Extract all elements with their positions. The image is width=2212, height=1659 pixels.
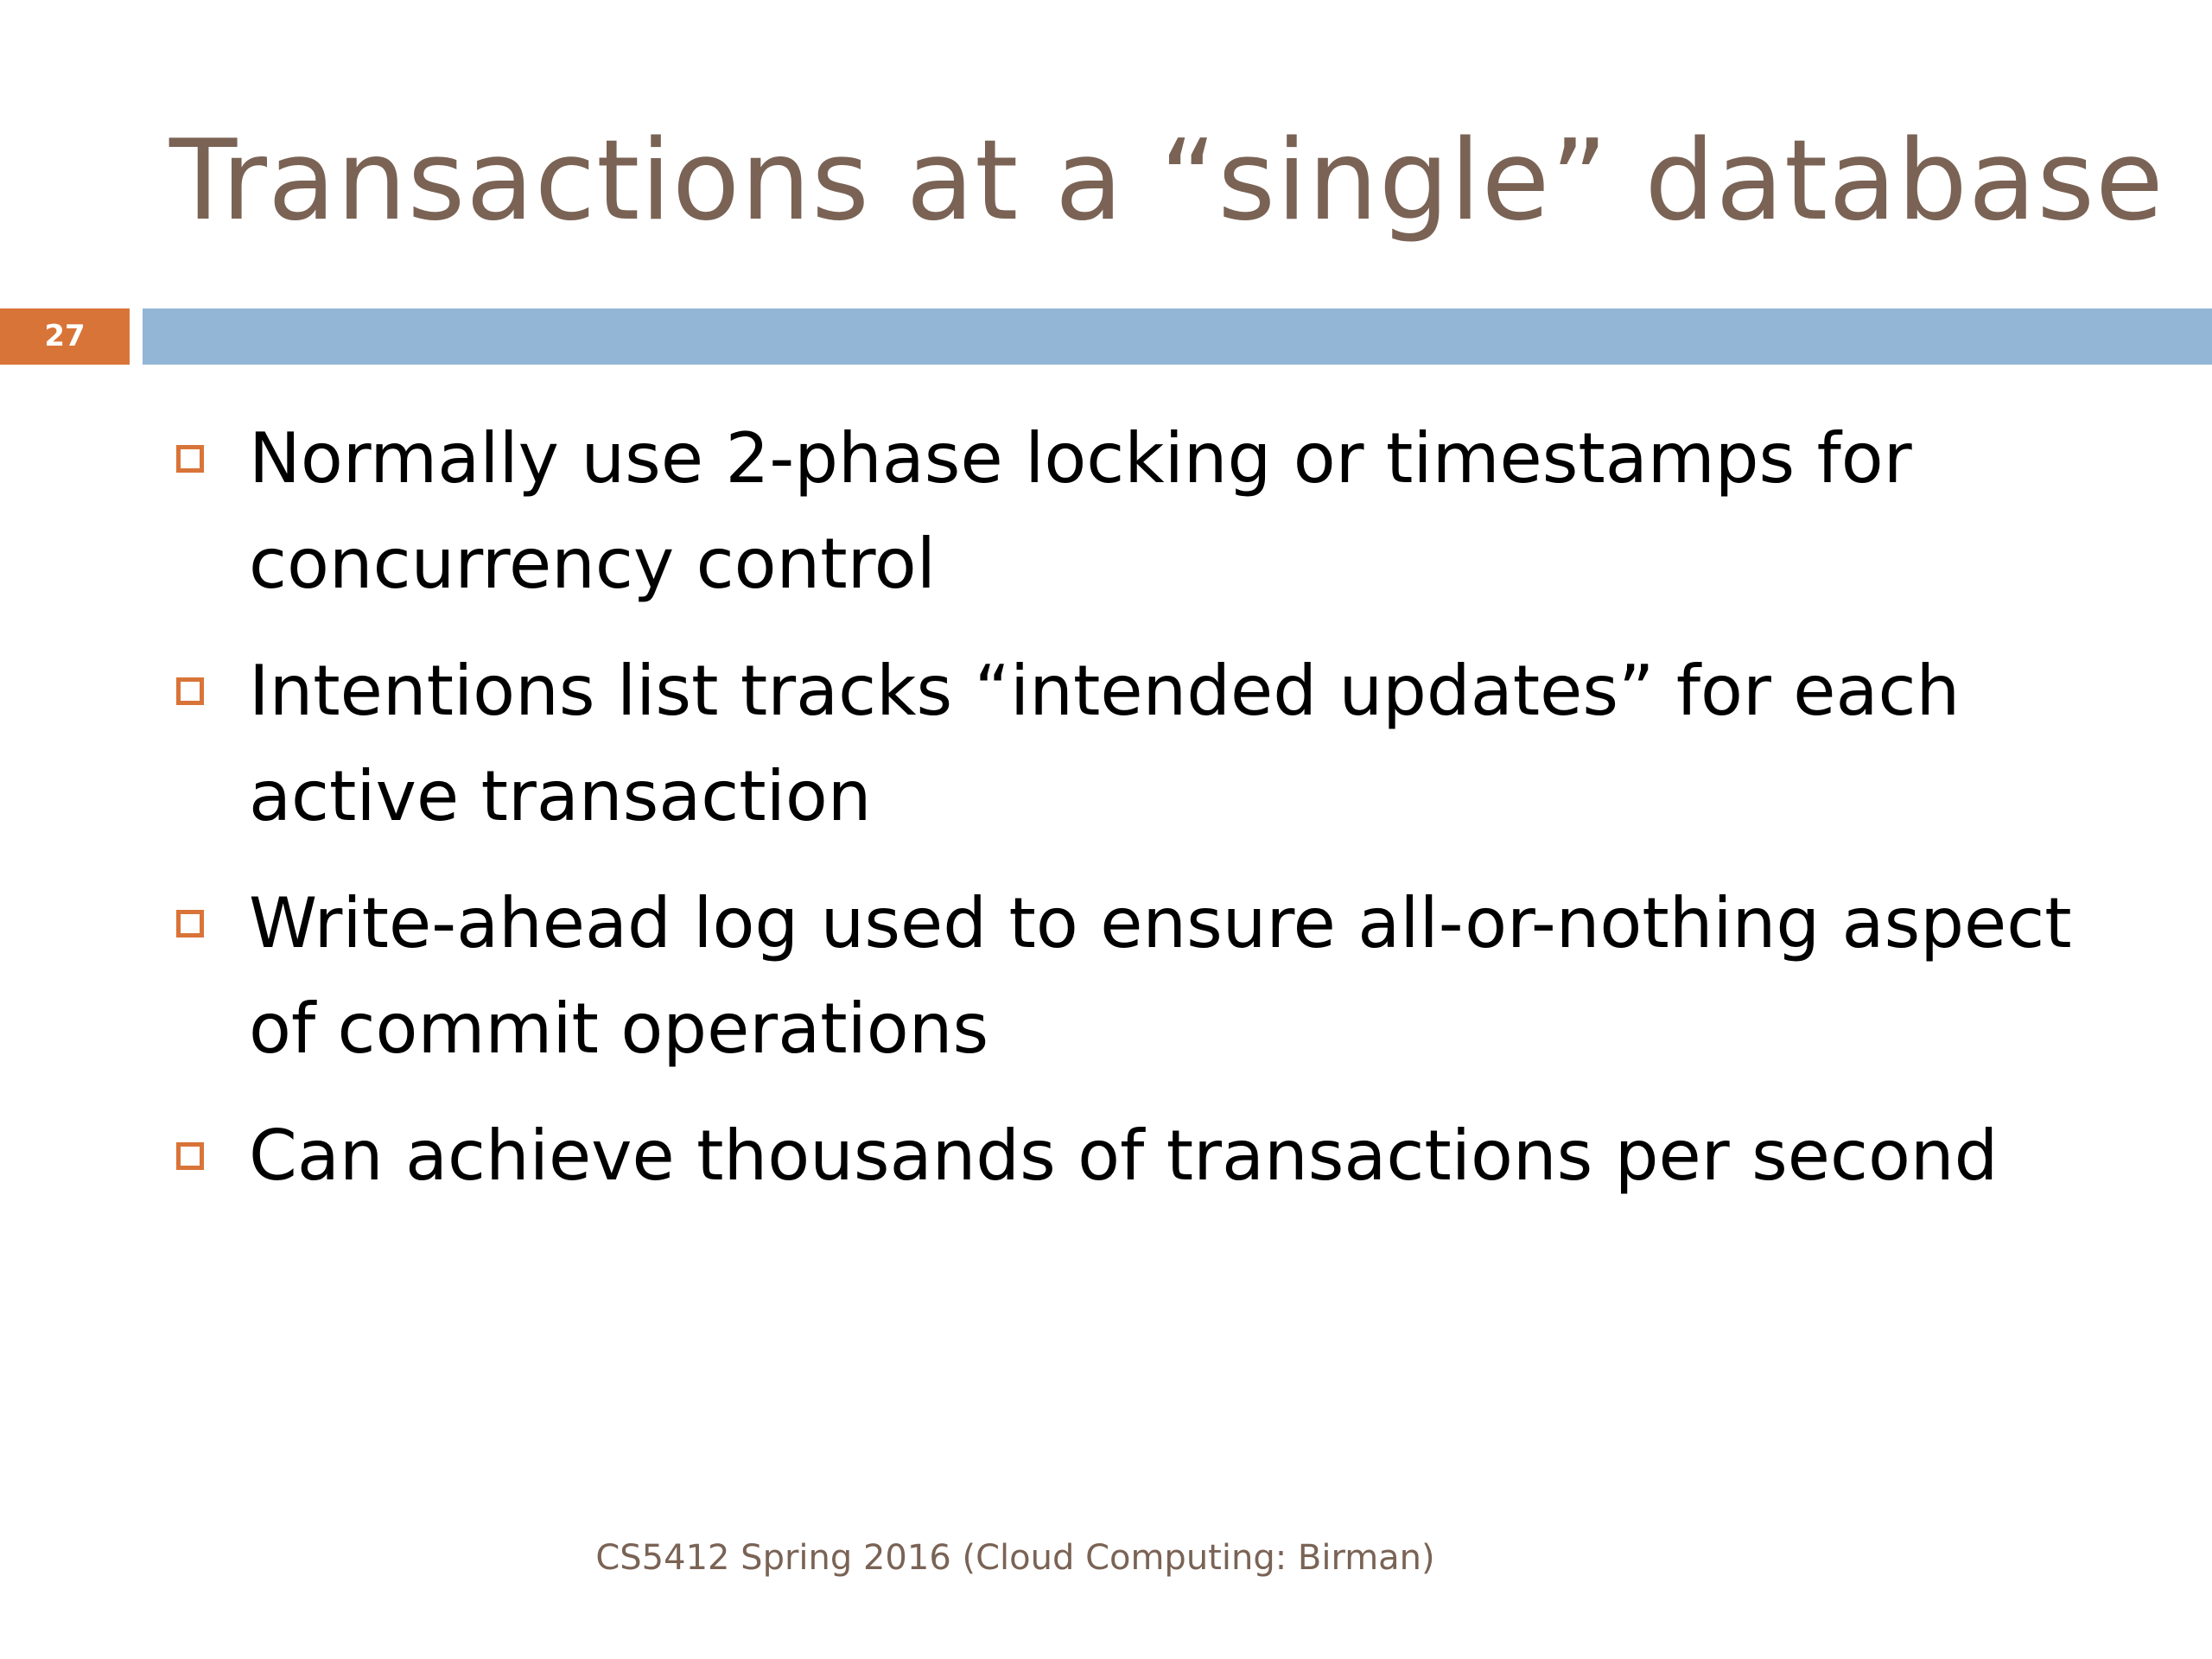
bullet-text: Write-ahead log used to ensure all-or-nothing aspect of commit operations: [249, 883, 2072, 1069]
bullet-text: Normally use 2-phase locking or timestamps for concurrency control: [249, 418, 1912, 604]
slide-title: Transactions at a “single” database: [169, 117, 2164, 245]
bullet-item: [169, 1103, 2157, 1209]
title-divider-bar: [143, 308, 2212, 365]
bullet-text: Intentions list tracks “intended updates” for each active transaction: [249, 651, 1961, 836]
square-bullet-icon: [176, 1142, 204, 1170]
bullet-item: [169, 639, 2157, 849]
square-bullet-icon: [176, 910, 204, 938]
square-bullet-icon: [176, 445, 204, 473]
bullet-list: [169, 406, 2157, 1230]
bullet-item: [169, 406, 2157, 617]
slide-number-badge: 27: [0, 308, 130, 365]
bullet-text: Can achieve thousands of transactions per second: [249, 1116, 1999, 1196]
square-bullet-icon: [176, 677, 204, 705]
slide-footer: CS5412 Spring 2016 (Cloud Computing: Birman): [595, 1538, 1435, 1578]
bullet-item: [169, 871, 2157, 1082]
